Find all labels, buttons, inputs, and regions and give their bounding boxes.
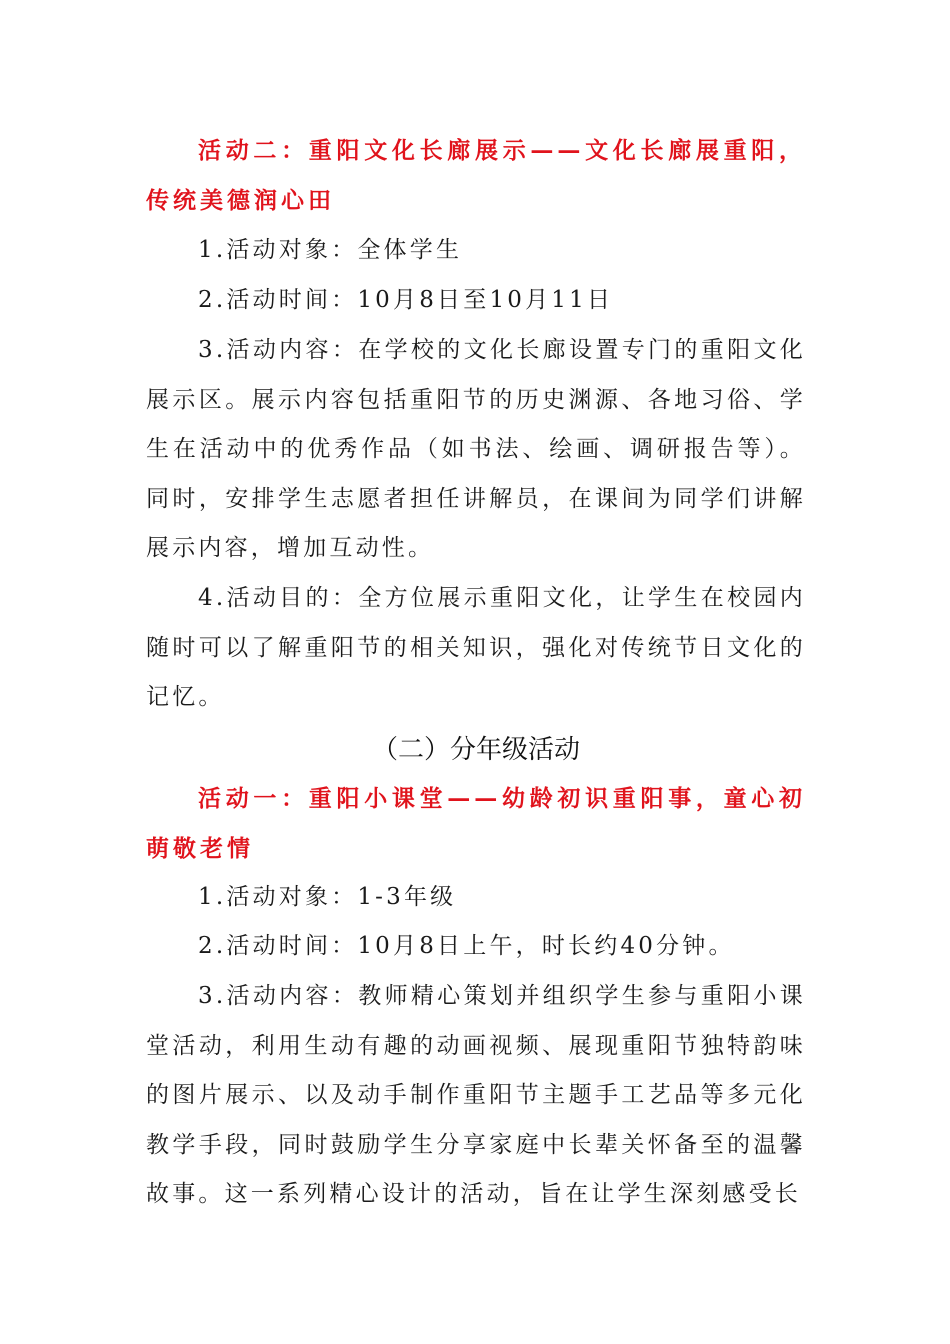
- activity-two-heading: 活动二：重阳文化长廊展示——文化长廊展重阳，传统美德润心田: [146, 137, 806, 214]
- activity-one-content: 3.活动内容：教师精心策划并组织学生参与重阳小课堂活动，利用生动有趣的动画视频、展现重阳节独特韵味的图片展示、以及动手制作重阳节主题手工艺品等多元化教学手段，同时鼓励学生分享家庭中长辈关怀备至的温馨故事。这一系列精心设计的活动，旨在让学生深刻感受长: [146, 983, 806, 1207]
- activity-two-purpose: 4.活动目的：全方位展示重阳文化，让学生在校园内随时可以了解重阳节的相关知识，强化对传统节日文化的记忆。: [146, 585, 806, 710]
- activity-two-target: 1.活动对象：全体学生: [198, 237, 463, 263]
- activity-one-heading: 活动一：重阳小课堂——幼龄初识重阳事，童心初萌敬老情: [146, 785, 806, 862]
- activity-two-content: 3.活动内容：在学校的文化长廊设置专门的重阳文化展示区。展示内容包括重阳节的历史渊源、各地习俗、学生在活动中的优秀作品（如书法、绘画、调研报告等）。同时，安排学生志愿者担任讲解员，在课间为同学们讲解展示内容，增加互动性。: [146, 337, 806, 561]
- activity-one-time: 2.活动时间：10月8日上午，时长约40分钟。: [198, 933, 735, 959]
- activity-two-time: 2.活动时间：10月8日至10月11日: [198, 287, 614, 313]
- activity-one-target: 1.活动对象：1-3年级: [198, 884, 457, 910]
- section-title: （二）分年级活动: [371, 735, 580, 765]
